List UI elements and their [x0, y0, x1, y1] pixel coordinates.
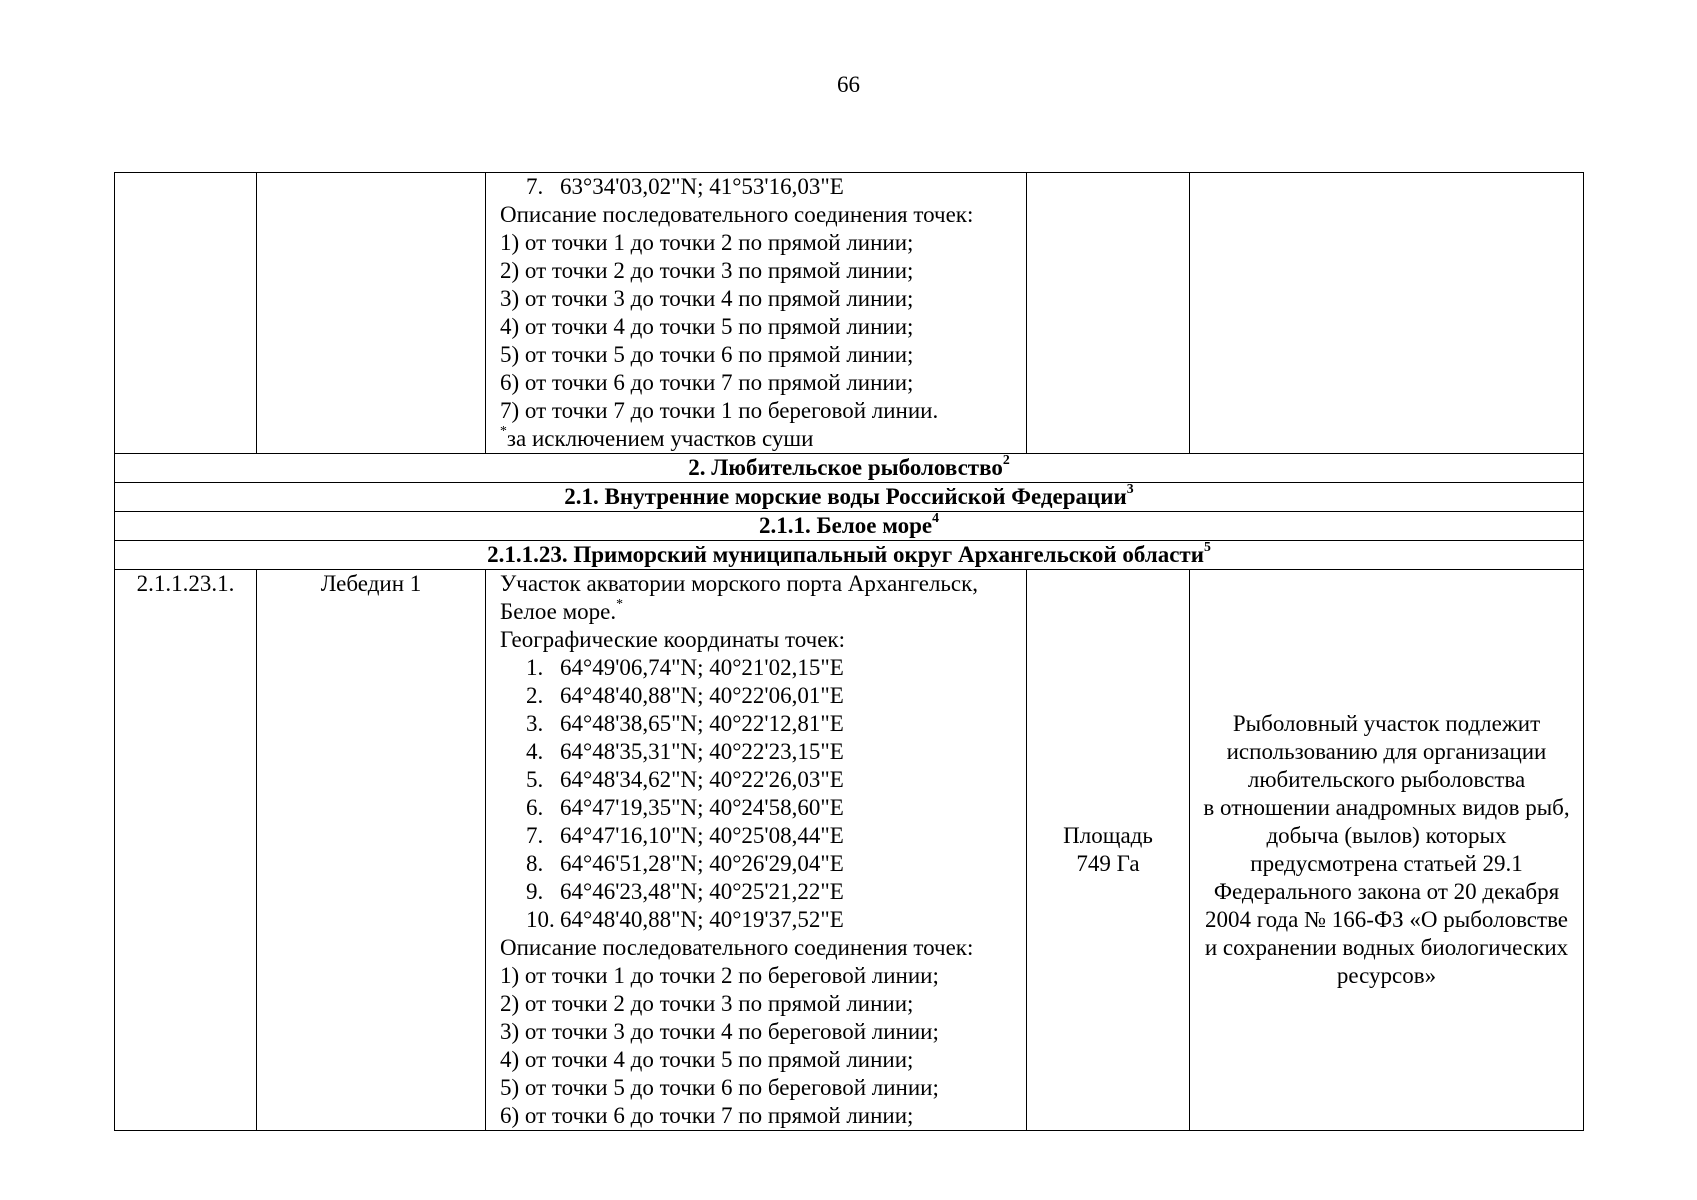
code-cell-empty — [115, 173, 257, 454]
coordinate-item: 7. 63°34'03,02"N; 41°53'16,03"E — [526, 174, 844, 199]
entry-area — [1027, 570, 1190, 1131]
coordinate-item: 8. 64°46'51,28"N; 40°26'29,04"E — [526, 851, 844, 876]
name-cell-empty — [257, 173, 486, 454]
entry-name: Лебедин 1 — [257, 570, 486, 1131]
coordinate-item: 9. 64°46'23,48"N; 40°25'21,22"E — [526, 879, 844, 904]
connection-item: 3) от точки 3 до точки 4 по береговой линии; — [500, 1019, 939, 1044]
purpose-line: в отношении анадромных видов рыб, — [1203, 795, 1570, 820]
area-value: 749 Га — [1076, 851, 1140, 876]
connection-item: 1) от точки 1 до точки 2 по прямой линии; — [500, 230, 914, 255]
table-row-entry — [115, 570, 1584, 1131]
connection-item: 1) от точки 1 до точки 2 по береговой линии; — [500, 963, 939, 988]
area-cell-empty — [1027, 173, 1190, 454]
connection-item: 6) от точки 6 до точки 7 по прямой линии; — [500, 1103, 914, 1128]
coordinate-item: 1. 64°49'06,74"N; 40°21'02,15"E — [526, 655, 844, 680]
coordinate-item: 6. 64°47'19,35"N; 40°24'58,60"E — [526, 795, 844, 820]
purpose-cell-empty — [1190, 173, 1584, 454]
coordinate-item: 10. 64°48'40,88"N; 40°19'37,52"E — [526, 907, 844, 932]
purpose-line: добыча (вылов) которых — [1266, 823, 1507, 848]
section-heading-row — [115, 454, 1584, 483]
area-label: Площадь — [1063, 823, 1153, 848]
connections-title: Описание последовательного соединения точек: — [500, 935, 974, 960]
entry-purpose — [1190, 570, 1584, 1131]
purpose-line: любительского рыболовства — [1247, 767, 1526, 792]
subsection-heading-row — [115, 512, 1584, 541]
connection-item: 2) от точки 2 до точки 3 по прямой линии; — [500, 258, 914, 283]
connection-item: 4) от точки 4 до точки 5 по прямой линии; — [500, 314, 914, 339]
coordinate-item: 2. 64°48'40,88"N; 40°22'06,01"E — [526, 683, 844, 708]
exclusion-note: *за исключением участков суши — [500, 423, 814, 451]
purpose-line: Рыболовный участок подлежит — [1232, 711, 1541, 736]
connections-title: Описание последовательного соединения точек: — [500, 202, 974, 227]
purpose-line: 2004 года № 166-ФЗ «О рыболовстве — [1204, 907, 1568, 932]
purpose-line: предусмотрена статьей 29.1 — [1250, 851, 1523, 876]
section-heading: 2. Любительское рыболовство$^2$ — [115, 454, 1584, 483]
coordinate-item: 3. 64°48'38,65"N; 40°22'12,81"E — [526, 711, 844, 736]
purpose-line: и сохранении водных биологических — [1204, 935, 1569, 960]
coordinate-item: 5. 64°48'34,62"N; 40°22'26,03"E — [526, 767, 844, 792]
subsection-heading: 2.1. Внутренние морские воды Российской Федерации$^3$ — [115, 483, 1584, 512]
purpose-line: Федерального закона от 20 декабря — [1213, 879, 1560, 904]
purpose-line: ресурсов» — [1336, 963, 1437, 988]
fishing-areas-table — [114, 172, 1584, 1131]
entry-description — [486, 570, 1027, 1131]
sea-heading: 2.1.1. Белое море$^4$ — [115, 512, 1584, 541]
page-number: 66 — [837, 72, 860, 97]
description-cell-continuation — [486, 173, 1027, 454]
coordinate-item: 4. 64°48'35,31"N; 40°22'23,15"E — [526, 739, 844, 764]
purpose-line: использованию для организации — [1226, 739, 1547, 764]
connection-item: 5) от точки 5 до точки 6 по береговой линии; — [500, 1075, 939, 1100]
subsection-heading-row — [115, 483, 1584, 512]
district-heading: 2.1.1.23. Приморский муниципальный округ Архангельской области$^5$ — [115, 541, 1584, 570]
table-row-continuation — [115, 173, 1584, 454]
connection-item: 3) от точки 3 до точки 4 по прямой линии; — [500, 286, 914, 311]
coordinate-item: 7. 64°47'16,10"N; 40°25'08,44"E — [526, 823, 844, 848]
connection-item: 4) от точки 4 до точки 5 по прямой линии; — [500, 1047, 914, 1072]
description-line: Участок акватории морского порта Архангельск, — [500, 571, 979, 596]
connection-item: 7) от точки 7 до точки 1 по береговой линии. — [500, 398, 939, 423]
connection-item: 6) от точки 6 до точки 7 по прямой линии; — [500, 370, 914, 395]
entry-code: 2.1.1.23.1. — [115, 570, 257, 1131]
description-line: Белое море.* — [500, 596, 624, 624]
connection-item: 2) от точки 2 до точки 3 по прямой линии; — [500, 991, 914, 1016]
connection-item: 5) от точки 5 до точки 6 по прямой линии; — [500, 342, 914, 367]
subsection-heading-row — [115, 541, 1584, 570]
coordinates-title: Географические координаты точек: — [500, 627, 845, 652]
